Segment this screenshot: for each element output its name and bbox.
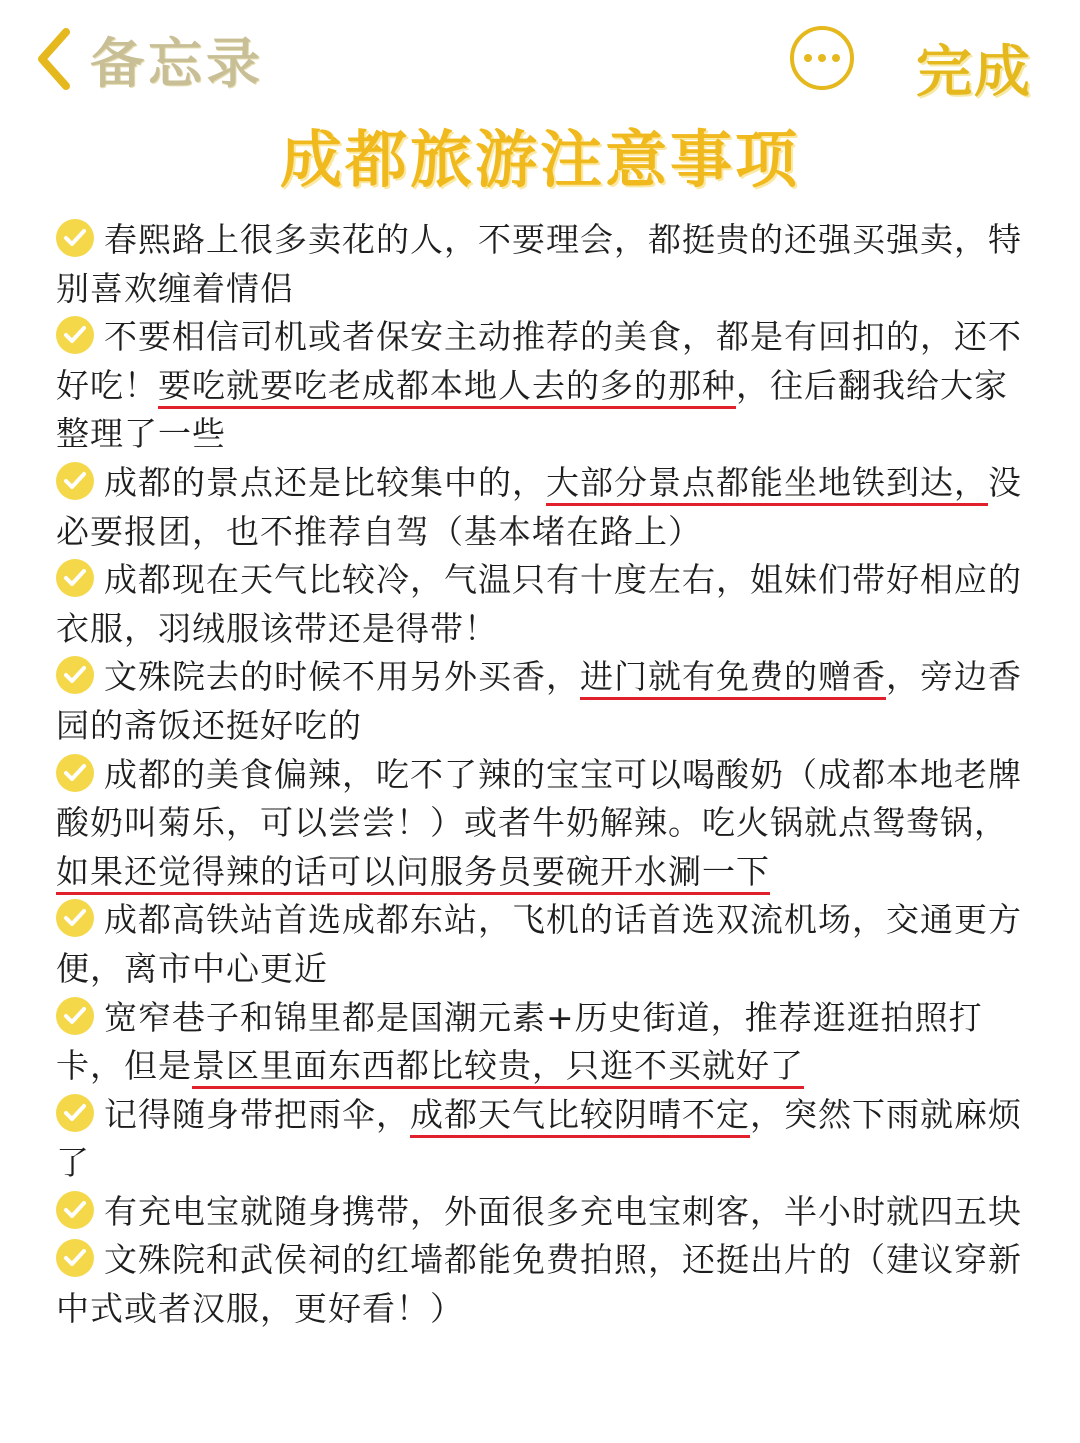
list-item [56,994,1032,1091]
item-text: 宽窄巷子和锦里都是国潮元素+历史街道，推荐逛逛拍照打卡，但是 [56,997,983,1086]
list-item [56,751,1032,897]
item-highlight: 要吃就要吃老成都本地人去的多的那种 [158,366,736,409]
item-text: 春熙路上很多卖花的人，不要理会，都挺贵的还强买强卖，特别喜欢缠着情侣 [56,220,1022,308]
item-text: 成都高铁站首选成都东站，飞机的话首选双流机场，交通更方便，离市中心更近 [56,900,1022,988]
item-text: 成都的美食偏辣，吃不了辣的宝宝可以喝酸奶（成都本地老牌酸奶叫菊乐，可以尝尝！）或者牛奶解辣。吃火锅就点鸳鸯锅， [56,754,1022,843]
list-item [56,896,1032,993]
nav-bar [0,0,1080,110]
check-circle-icon [56,559,94,597]
item-highlight: 成都天气比较阴晴不定 [410,1095,750,1138]
item-text-after: ，突然下雨就麻烦了 [56,1094,1022,1183]
item-text-after: 没必要报团，也不推荐自驾（基本堵在路上） [56,462,1022,551]
check-circle-icon [56,656,94,694]
list-item [56,1188,1032,1237]
list-item [56,1091,1032,1188]
check-circle-icon [56,997,94,1035]
item-highlight: 如果还觉得辣的话可以问服务员要碗开水涮一下 [56,852,770,895]
item-text: 不要相信司机或者保安主动推荐的美食，都是有回扣的，还不好吃！ [56,317,1022,405]
item-text: 成都现在天气比较冷，气温只有十度左右，姐妹们带好相应的衣服，羽绒服该带还是得带！ [56,560,1022,648]
list-item [56,459,1032,556]
list-item [56,313,1032,459]
item-text: 成都的景点还是比较集中的， [104,462,546,502]
item-highlight: 大部分景点都能坐地铁到达， [546,463,988,506]
list-item [56,653,1032,750]
note-body[interactable] [56,216,1032,1334]
check-circle-icon [56,316,94,354]
item-text-after: ，旁边香园的斋饭还挺好吃的 [56,657,1022,745]
check-circle-icon [56,1094,94,1132]
back-label: 备忘录 [90,31,264,95]
back-button[interactable] [34,26,264,95]
item-highlight: 景区里面东西都比较贵，只逛不买就好了 [192,1046,804,1089]
item-text: 记得随身带把雨伞， [104,1094,410,1134]
check-circle-icon [56,899,94,937]
item-highlight: 进门就有免费的赠香 [580,657,886,700]
item-text: 文殊院和武侯祠的红墙都能免费拍照，还挺出片的（建议穿新中式或者汉服，更好看！） [56,1240,1022,1329]
check-circle-icon [56,462,94,500]
chevron-left-icon [34,26,74,92]
check-circle-icon [56,1239,94,1277]
check-circle-icon [56,754,94,792]
check-circle-icon [56,1191,94,1229]
item-text: 有充电宝就随身携带，外面很多充电宝刺客，半小时就四五块 [104,1191,1022,1231]
list-item [56,216,1032,313]
list-item [56,1236,1032,1333]
check-circle-icon [56,219,94,257]
done-button[interactable]: 完成 [916,40,1032,105]
list-item [56,556,1032,653]
more-horizontal-icon [804,54,812,62]
note-title: 成都旅游注意事项 [279,123,800,196]
item-text: 文殊院去的时候不用另外买香， [104,657,580,697]
item-text-after: ，往后翻我给大家整理了一些 [56,365,1008,454]
more-button[interactable] [790,26,854,90]
